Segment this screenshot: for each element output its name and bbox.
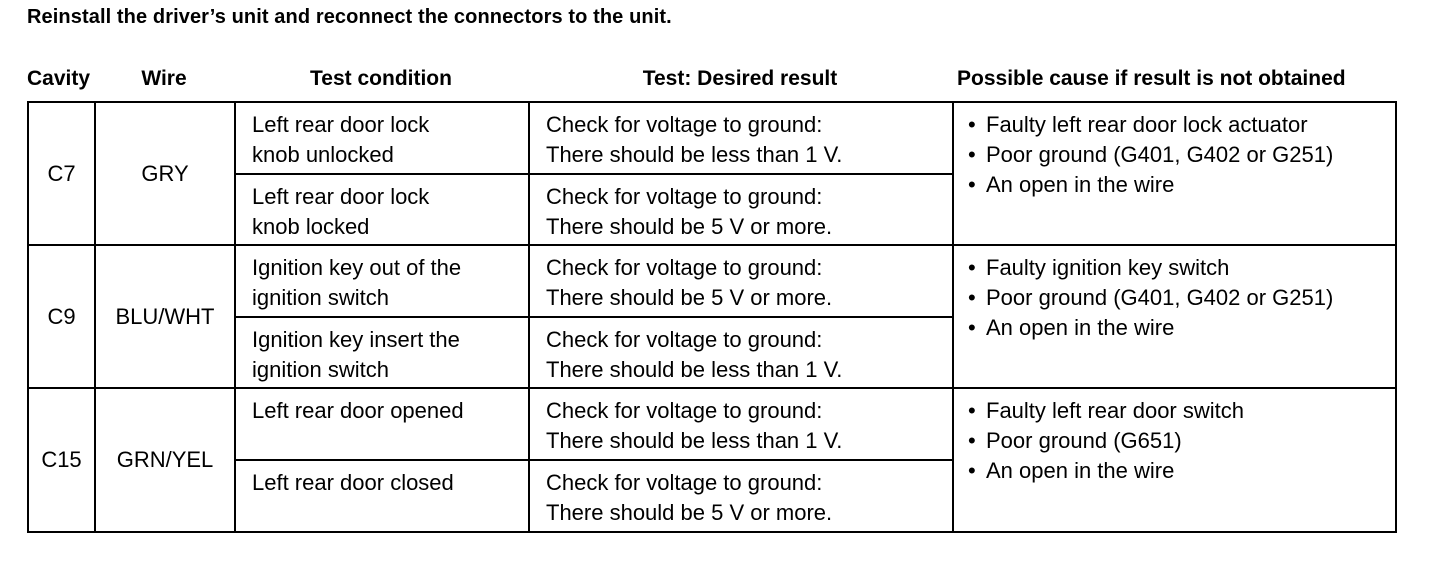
test-condition-cell (235, 460, 529, 532)
desired-result-cell (529, 245, 953, 317)
test-condition-cell (235, 102, 529, 174)
condition-line: knob locked (252, 214, 370, 239)
cause-item: • Faulty left rear door lock actuator (968, 110, 1395, 140)
result-line: Check for voltage to ground: (546, 470, 823, 495)
condition-line: Ignition key insert the (252, 327, 460, 352)
result-line: There should be 5 V or more. (546, 214, 833, 239)
condition-line: Left rear door lock (252, 184, 430, 209)
cause-item: • An open in the wire (968, 456, 1395, 486)
column-header-cavity: Cavity (27, 67, 91, 90)
cause-item: • Poor ground (G401, G402 or G251) (968, 140, 1395, 170)
column-header-possible-cause: Possible cause if result is not obtained (957, 67, 1346, 90)
wire-cell: BLU/WHT (95, 245, 235, 388)
cavity-cell: C9 (28, 245, 95, 388)
result-line: Check for voltage to ground: (546, 398, 823, 423)
table-row (28, 102, 1396, 174)
condition-line: Left rear door lock (252, 112, 430, 137)
table-row (28, 388, 1396, 460)
desired-result-cell (529, 460, 953, 532)
result-line: There should be less than 1 V. (546, 357, 843, 382)
result-line: Check for voltage to ground: (546, 255, 823, 280)
result-line: There should be 5 V or more. (546, 500, 833, 525)
wire-cell: GRN/YEL (95, 388, 235, 532)
condition-line: knob unlocked (252, 142, 394, 167)
cause-item: • An open in the wire (968, 313, 1395, 343)
result-line: Check for voltage to ground: (546, 327, 823, 352)
possible-cause-cell (953, 102, 1396, 245)
condition-line: Left rear door closed (252, 470, 454, 495)
result-line: There should be less than 1 V. (546, 428, 843, 453)
condition-line: Left rear door opened (252, 398, 464, 423)
desired-result-cell (529, 317, 953, 388)
condition-line: ignition switch (252, 357, 389, 382)
possible-cause-cell (953, 245, 1396, 388)
cavity-cell: C7 (28, 102, 95, 245)
test-condition-cell (235, 317, 529, 388)
condition-line: Ignition key out of the (252, 255, 462, 280)
possible-cause-cell (953, 388, 1396, 532)
cause-item: • Faulty left rear door switch (968, 396, 1395, 426)
result-line: There should be 5 V or more. (546, 285, 833, 310)
desired-result-cell (529, 102, 953, 174)
cause-item: • Faulty ignition key switch (968, 253, 1395, 283)
column-header-test-condition: Test condition (310, 67, 452, 90)
instruction-text: Reinstall the driver’s unit and reconnect the connectors to the unit. (27, 6, 672, 28)
desired-result-cell (529, 388, 953, 460)
diagnostic-table (27, 101, 1397, 533)
wire-cell: GRY (95, 102, 235, 245)
result-line: Check for voltage to ground: (546, 112, 823, 137)
test-condition-cell (235, 245, 529, 317)
cause-item: • Poor ground (G401, G402 or G251) (968, 283, 1395, 313)
cavity-cell: C15 (28, 388, 95, 532)
test-condition-cell (235, 388, 529, 460)
condition-line: ignition switch (252, 285, 389, 310)
test-condition-cell (235, 174, 529, 245)
cause-item: • Poor ground (G651) (968, 426, 1395, 456)
column-header-desired-result: Test: Desired result (642, 67, 838, 90)
desired-result-cell (529, 174, 953, 245)
column-header-wire: Wire (141, 67, 187, 90)
cause-item: • An open in the wire (968, 170, 1395, 200)
result-line: Check for voltage to ground: (546, 184, 823, 209)
table-row (28, 245, 1396, 317)
result-line: There should be less than 1 V. (546, 142, 843, 167)
